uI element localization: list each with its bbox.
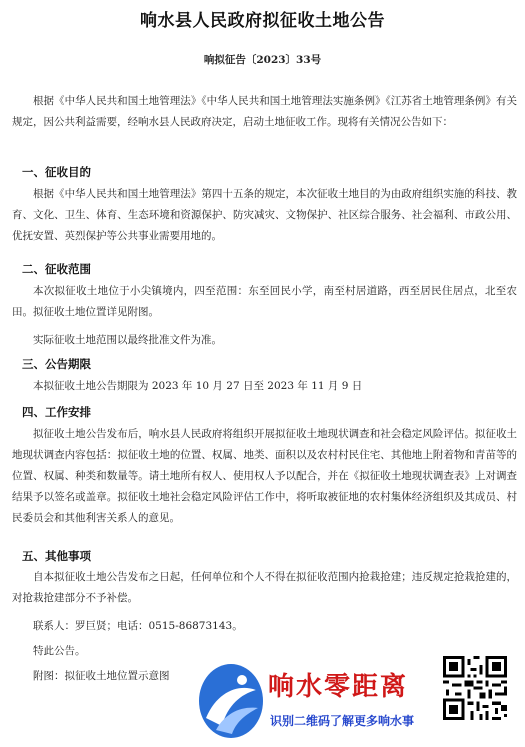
section-heading-scope: 二、征收范围 [22,262,91,276]
qr-code-icon [443,656,507,720]
scope-note-paragraph: 实际征收土地范围以最终批准文件为准。 [33,334,222,346]
section-heading-other: 五、其他事项 [22,549,91,563]
contact-paragraph: 联系人：罗巨贤；电话：0515-86873143。 [33,620,243,632]
intro-paragraph: 根据《中华人民共和国土地管理法》《中华人民共和国土地管理法实施条例》《江苏省土地管理条例》有关规定，因公共利益需要，经响水县人民政府决定，启动土地征收工作。现将有关情况公告如下： [12,95,517,128]
scope-paragraph: 本次拟征收土地位于小尖镇境内，四至范围：东至回民小学，南至村居道路，西至居民住居点，北至农田。拟征收土地位置详见附图。 [12,285,517,318]
watermark-tagline: 识别二维码了解更多响水事 [270,714,415,728]
other-paragraph: 自本拟征收土地公告发布之日起，任何单位和个人不得在拟征收范围内抢栽抢建；违反规定抢栽抢建的，对抢栽抢建部分不予补偿。 [12,571,517,604]
purpose-paragraph: 根据《中华人民共和国土地管理法》第四十五条的规定，本次征收土地目的为由政府组织实施的科技、教育、文化、卫生、体育、生态环境和资源保护、防灾减灾、文物保护、社区综合服务、社会福利、市政公用、优抚安置、英烈保护等公共事业需要用地的。 [12,188,517,242]
closing-paragraph: 特此公告。 [33,645,86,657]
page-title: 响水县人民政府拟征收土地公告 [140,11,385,31]
attachment-paragraph: 附图：拟征收土地位置示意图 [33,670,170,682]
period-paragraph: 本拟征收土地公告期限为 2023 年 10 月 27 日至 2023 年 11 月 9 日 [33,380,363,392]
wave-logo-icon [196,660,266,742]
watermark-banner [196,654,525,747]
document-number: 响拟征告〔2023〕33号 [203,54,322,66]
section-heading-period: 三、公告期限 [22,357,91,371]
arrangement-paragraph: 拟征收土地公告发布后，响水县人民政府将组织开展拟征收土地现状调查和社会稳定风险评估。拟征收土地现状调查内容包括：拟征收土地的位置、权属、地类、面积以及农村村民住宅、其他地上附着物和青苗等的位置、权属、种类和数量等。请土地所有权人、使用权人予以配合，并在《拟征收土地现状调查表》上对调查结果予以签名或盖章。拟征收土地社会稳定风险评估工作中，将听取被征地的农村集体经济组织及其成员、村民委员会和其他利害关系人的意见。 [12,428,517,524]
section-heading-arrangement: 四、工作安排 [22,405,91,419]
watermark-brand: 响水零距离 [268,672,409,702]
section-heading-purpose: 一、征收目的 [22,165,91,179]
